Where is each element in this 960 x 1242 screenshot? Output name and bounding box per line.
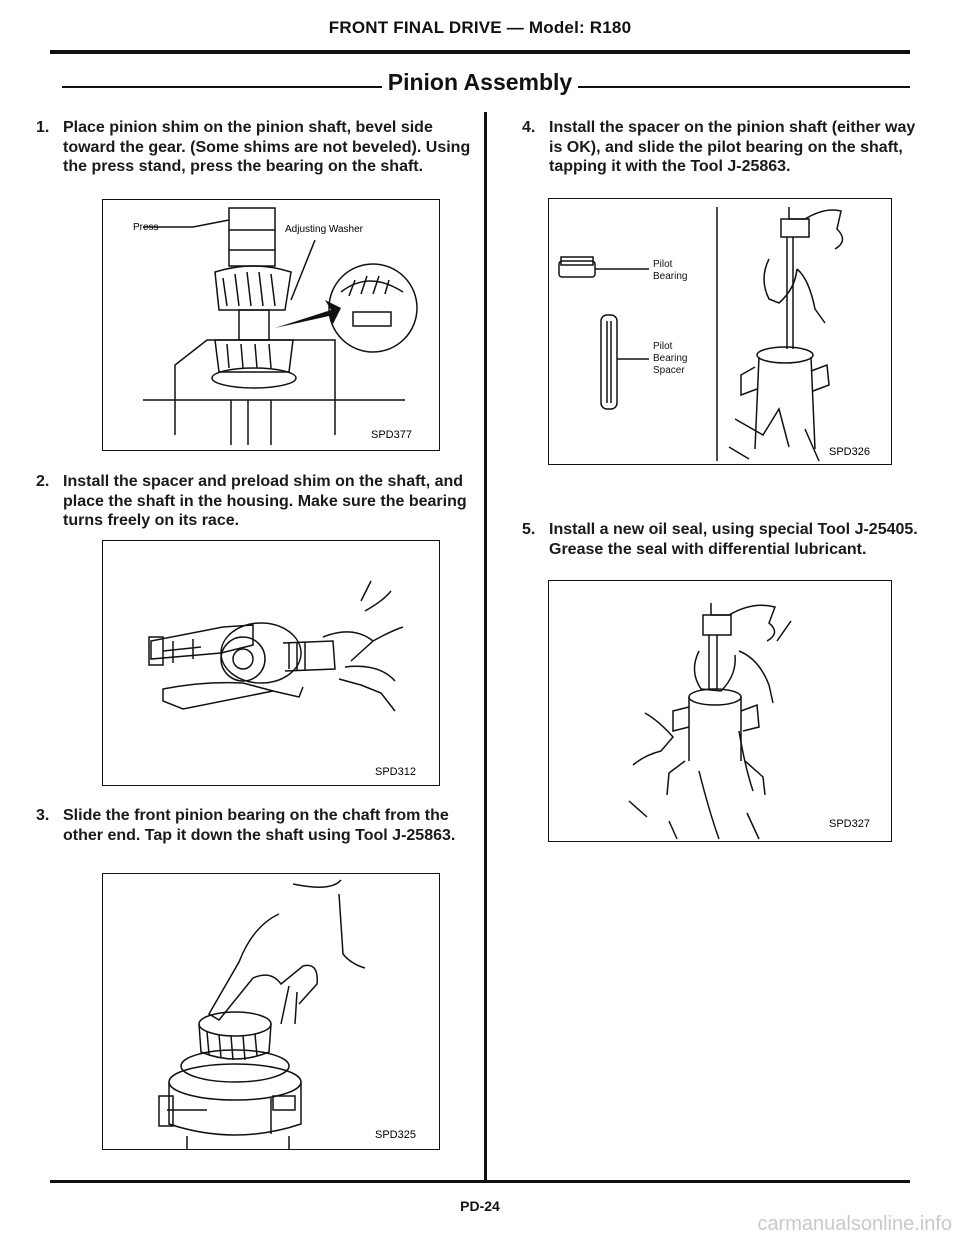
page-header-title: FRONT FINAL DRIVE — Model: R180 — [328, 18, 632, 37]
figure-code: SPD312 — [375, 766, 416, 778]
adjusting-washer-label: Adjusting Washer — [285, 224, 363, 235]
step-text: Install the spacer on the pinion shaft (either way is OK), and slide the pilot bearing on the shaft, tapping it with the Tool J-25863. — [549, 119, 916, 175]
footer-rule — [50, 1180, 910, 1183]
spacer-label-line3: Spacer — [653, 365, 685, 376]
figure-code: SPD377 — [371, 429, 412, 441]
step-number: 2. — [36, 473, 50, 490]
press-bearing-illustration — [103, 200, 439, 450]
pinion-housing-illustration — [103, 541, 439, 785]
figure-spd327 — [548, 580, 892, 842]
watermark-text: carmanualsonline.info — [757, 1213, 952, 1235]
figure-spd326 — [548, 198, 892, 465]
section-title — [0, 69, 960, 96]
step-5 — [522, 520, 927, 559]
step-text: Place pinion shim on the pinion shaft, bevel side toward the gear. (Some shims are not beveled). Using the press stand, press the bearing on the shaft. — [63, 119, 471, 175]
step-text: Install the spacer and preload shim on the shaft, and place the shaft in the housing. Make sure the bearing turns freely on its race. — [63, 473, 467, 529]
spacer-label-line2: Bearing — [653, 353, 688, 364]
oil-seal-illustration — [549, 581, 891, 841]
figure-code: SPD327 — [829, 818, 870, 830]
pilot-bearing-illustration — [549, 199, 891, 464]
step-4 — [522, 118, 927, 177]
spacer-label-line1: Pilot — [653, 341, 673, 352]
figure-code: SPD325 — [375, 1129, 416, 1141]
step-text: Install a new oil seal, using special Tool J-25405. Grease the seal with differential lubricant. — [549, 521, 918, 558]
page-number: PD-24 — [460, 1198, 500, 1214]
figure-code: SPD326 — [829, 446, 870, 458]
figure-spd325 — [102, 873, 440, 1150]
figure-spd377 — [102, 199, 440, 451]
column-divider — [484, 112, 487, 1182]
pilot-bearing-label-line1: Pilot — [653, 259, 673, 270]
press-label: Press — [133, 222, 159, 233]
pilot-bearing-label-line2: Bearing — [653, 271, 688, 282]
step-3 — [36, 806, 471, 845]
step-text: Slide the front pinion bearing on the chaft from the other end. Tap it down the shaft using Tool J-25863. — [63, 807, 456, 844]
section-title-text: Pinion Assembly — [382, 69, 578, 95]
front-bearing-illustration — [103, 874, 439, 1149]
step-number: 3. — [36, 807, 50, 824]
step-1 — [36, 118, 471, 177]
step-number: 5. — [522, 521, 536, 538]
header-rule — [50, 50, 910, 54]
step-2 — [36, 472, 471, 531]
step-number: 1. — [36, 119, 50, 136]
figure-spd312 — [102, 540, 440, 786]
step-number: 4. — [522, 119, 536, 136]
